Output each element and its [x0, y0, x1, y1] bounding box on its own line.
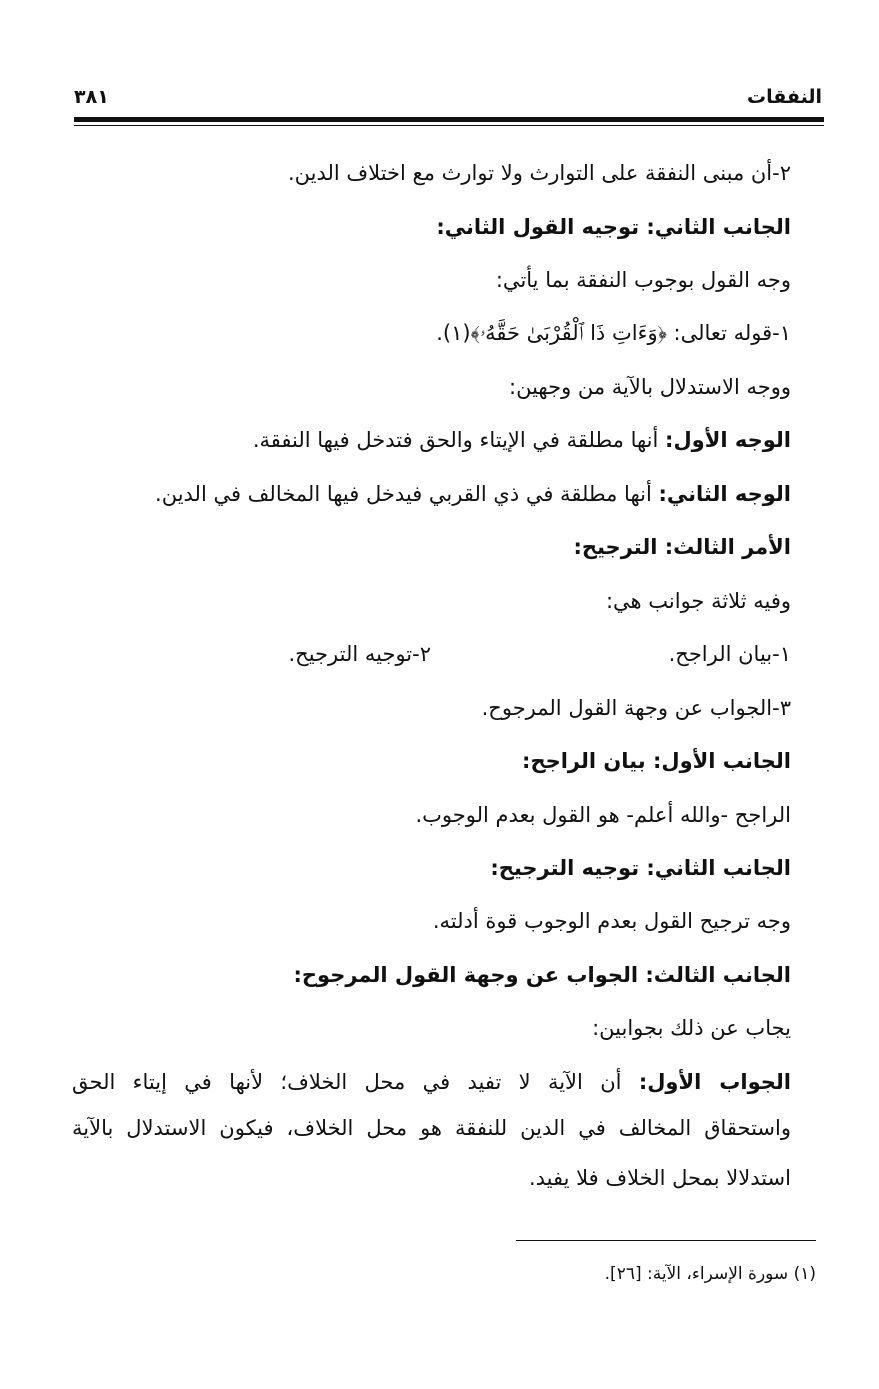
- footnote-separator: [516, 1240, 816, 1241]
- body-line-15: وجه ترجيح القول بعدم الوجوب قوة أدلته.: [432, 909, 791, 933]
- body-line-3: وجه القول بوجوب النفقة بما يأتي:: [495, 268, 791, 292]
- running-header: [74, 86, 822, 112]
- list-item-2: ٢-توجيه الترجيح.: [288, 642, 431, 666]
- first-answer-line: [72, 1067, 791, 1097]
- page-number: ٣٨١: [74, 86, 109, 108]
- subheading-third-side: الجانب الثالث: الجواب عن وجهة القول المرجوح:: [293, 963, 791, 987]
- first-answer-text: أن الآية لا تفيد في محل الخلاف؛ لأنها في إيتاء الحق: [72, 1070, 639, 1094]
- body-line-13: الراجح -والله أعلم- هو القول بعدم الوجوب.: [415, 803, 791, 827]
- body-line-9: وفيه ثلاثة جوانب هي:: [605, 589, 791, 613]
- first-answer-label: الجواب الأول:: [638, 1070, 791, 1094]
- footnote: (١) سورة الإسراء، الآية: [٢٦].: [604, 1264, 816, 1284]
- second-aspect-line: [155, 479, 791, 509]
- second-aspect-label: الوجه الثاني:: [658, 482, 791, 506]
- subheading-first-side: الجانب الأول: بيان الراجح:: [522, 749, 791, 773]
- body-line-17: يجاب عن ذلك بجوابين:: [592, 1016, 791, 1040]
- body-line-19: واستحقاق المخالف في الدين للنفقة هو محل الخلاف، فيكون الاستدلال بالآية: [72, 1116, 791, 1140]
- first-aspect-text: أنها مطلقة في الإيتاء والحق فتدخل فيها النفقة.: [252, 428, 666, 452]
- heading-third-matter: الأمر الثالث: الترجيح:: [573, 535, 791, 559]
- verse-quote-line: ١-قوله تعالى: ﴿وَءَاتِ ذَا ٱلْقُرْبَىٰ حَقَّهُۥ﴾(١).: [436, 321, 791, 345]
- list-item-1: ١-بيان الراجح.: [668, 642, 791, 666]
- body-line-5: ووجه الاستدلال بالآية من وجهين:: [509, 375, 791, 399]
- header-rule-thin: [74, 125, 824, 126]
- chapter-title: النفقات: [747, 86, 822, 108]
- first-aspect-line: [253, 425, 791, 455]
- first-aspect-label: الوجه الأول:: [665, 428, 791, 452]
- subheading-second-side-tarjih: الجانب الثاني: توجيه الترجيح:: [490, 856, 791, 880]
- subheading-second-side: الجانب الثاني: توجيه القول الثاني:: [436, 215, 791, 239]
- body-line-1: ٢-أن مبنى النفقة على التوارث ولا توارث مع اختلاف الدين.: [287, 161, 791, 185]
- header-rule-thick: [74, 117, 824, 122]
- body-line-20: استدلالا بمحل الخلاف فلا يفيد.: [528, 1166, 791, 1190]
- second-aspect-text: أنها مطلقة في ذي القربي فيدخل فيها المخالف في الدين.: [155, 482, 659, 506]
- list-item-3: ٣-الجواب عن وجهة القول المرجوح.: [481, 696, 791, 720]
